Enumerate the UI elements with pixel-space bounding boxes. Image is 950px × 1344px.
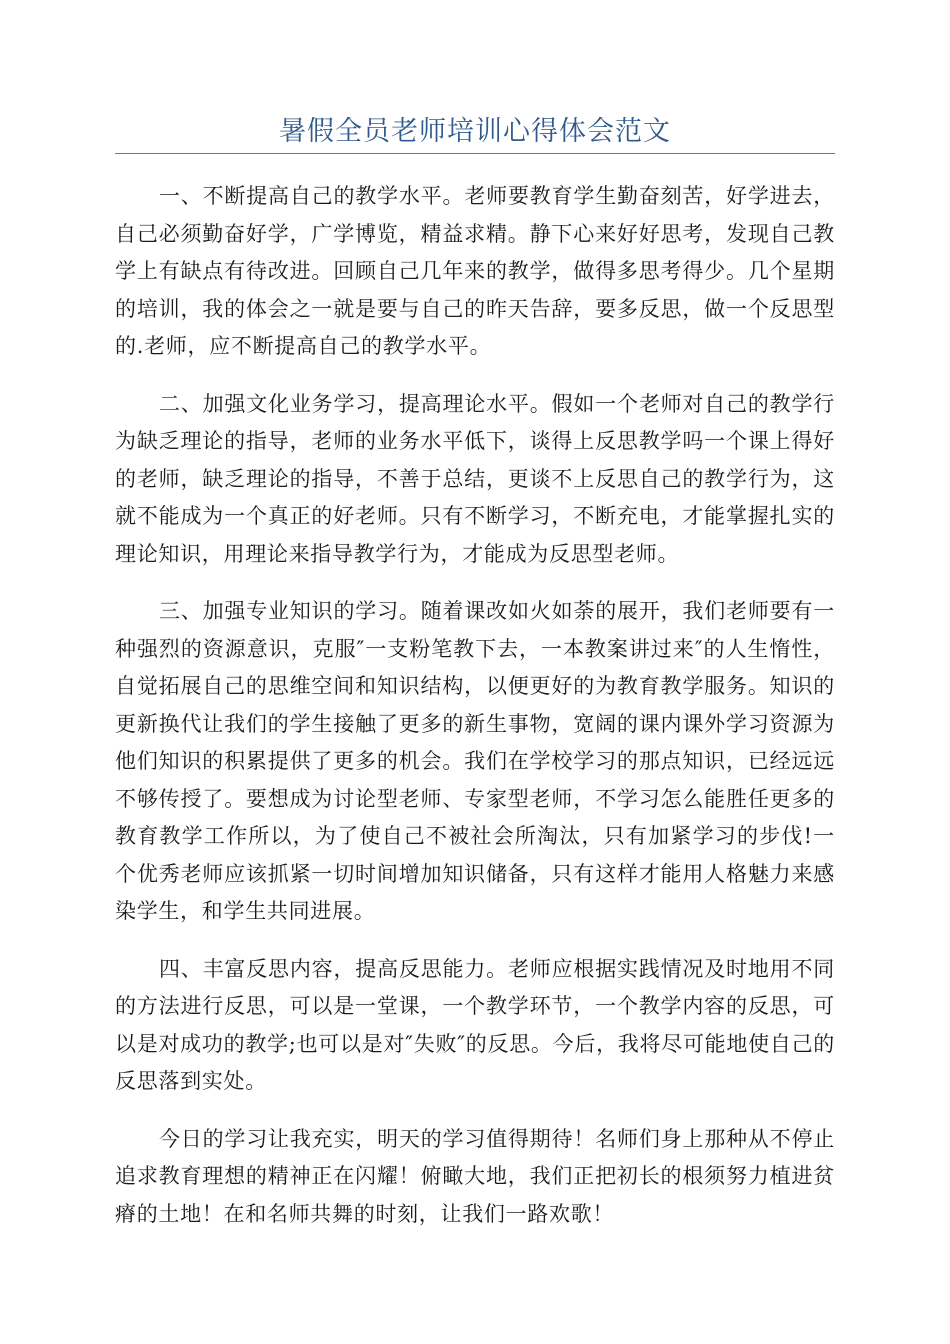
paragraph-4: 四、丰富反思内容，提高反思能力。老师应根据实践情况及时地用不同的方法进行反思，可以是一堂课，一个教学环节，一个教学内容的反思，可以是对成功的教学;也可以是对″失败″的反思。今后，我将尽可能地使自己的反思落到实处。 [115,956,835,1093]
document-body [115,178,835,1253]
document-title: 暑假全员老师培训心得体会范文 [279,116,671,147]
paragraph-2: 二、加强文化业务学习，提高理论水平。假如一个老师对自己的教学行为缺乏理论的指导，老师的业务水平低下，谈得上反思教学吗一个课上得好的老师，缺乏理论的指导，不善于总结，更谈不上反思自己的教学行为，这就不能成为一个真正的好老师。只有不断学习，不断充电，才能掌握扎实的理论知识，用理论来指导教学行为，才能成为反思型老师。 [115,391,835,566]
paragraph-3: 三、加强专业知识的学习。随着课改如火如荼的展开，我们老师要有一种强烈的资源意识，克服″一支粉笔教下去，一本教案讲过来″的人生惰性，自觉拓展自己的思维空间和知识结构，以便更好的为教育教学服务。知识的更新换代让我们的学生接触了更多的新生事物，宽阔的课内课外学习资源为他们知识的积累提供了更多的机会。我们在学校学习的那点知识，已经远远不够传授了。要想成为讨论型老师、专家型老师，不学习怎么能胜任更多的教育教学工作所以，为了使自己不被社会所淘汰，只有加紧学习的步伐!一个优秀老师应该抓紧一切时间增加知识储备，只有这样才能用人格魅力来感染学生，和学生共同进展。 [115,599,835,923]
paragraph-5: 今日的学习让我充实，明天的学习值得期待！名师们身上那种从不停止追求教育理想的精神正在闪耀！俯瞰大地，我们正把初长的根须努力植进贫瘠的土地！在和名师共舞的时刻，让我们一路欢歌！ [115,1126,835,1226]
title-underline [115,153,835,154]
paragraph-1: 一、不断提高自己的教学水平。老师要教育学生勤奋刻苦，好学进去，自己必须勤奋好学，广学博览，精益求精。静下心来好好思考，发现自己教学上有缺点有待改进。回顾自己几年来的教学，做得多思考得少。几个星期的培训，我的体会之一就是要与自己的昨天告辞，要多反思，做一个反思型的.老师，应不断提高自己的教学水平。 [115,184,835,358]
